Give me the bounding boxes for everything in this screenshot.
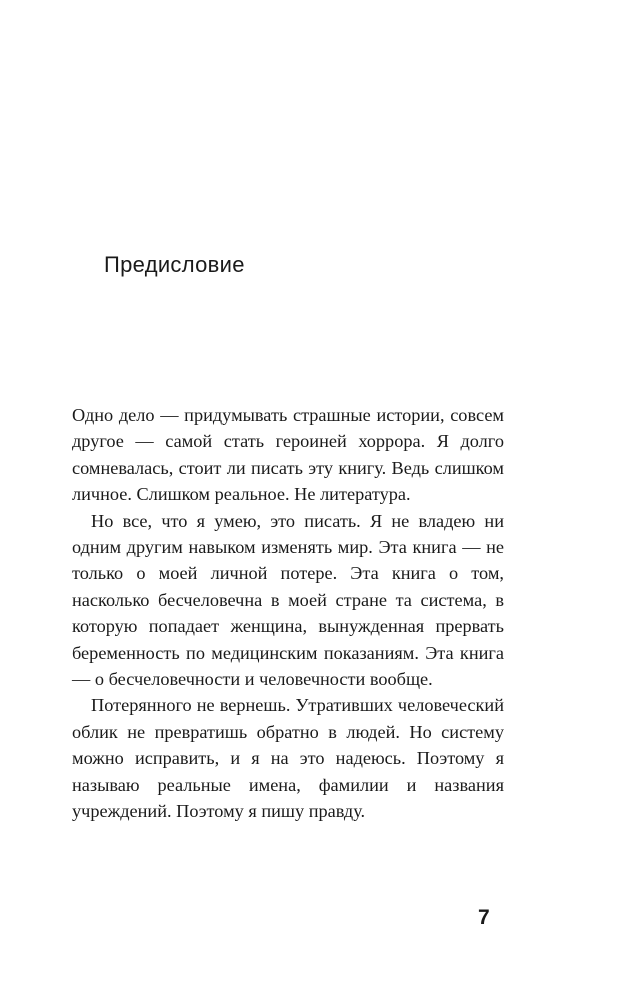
paragraph-2: Но все, что я умею, это писать. Я не владею ни одним другим навыком изменять мир. Эта книга — не только о моей личной потере. Эта книга о том, насколько бесчеловечна в моей стране та система, в которую попадает женщина, вынужденная прервать беременность по медицинским показаниям. Эта книга — о бесчеловечности и человечности вообще. bbox=[72, 510, 504, 690]
page-number: 7 bbox=[478, 906, 490, 929]
paragraph-3: Потерянного не вернешь. Утративших человеческий облик не превратишь обратно в людей. Но систему можно исправить, и я на это надеюсь. Поэтому я называю реальные имена, фамилии и названия учреждений. Поэтому я пишу правду. bbox=[72, 695, 504, 822]
paragraph-1: Одно дело — придумывать страшные истории, совсем другое — самой стать героиней хоррора. Я долго сомневалась, стоит ли писать эту книгу. Ведь слишком личное. Слишком реальное. Не литература. bbox=[72, 405, 504, 505]
chapter-title: Предисловие bbox=[104, 252, 245, 277]
body-text bbox=[72, 402, 504, 825]
